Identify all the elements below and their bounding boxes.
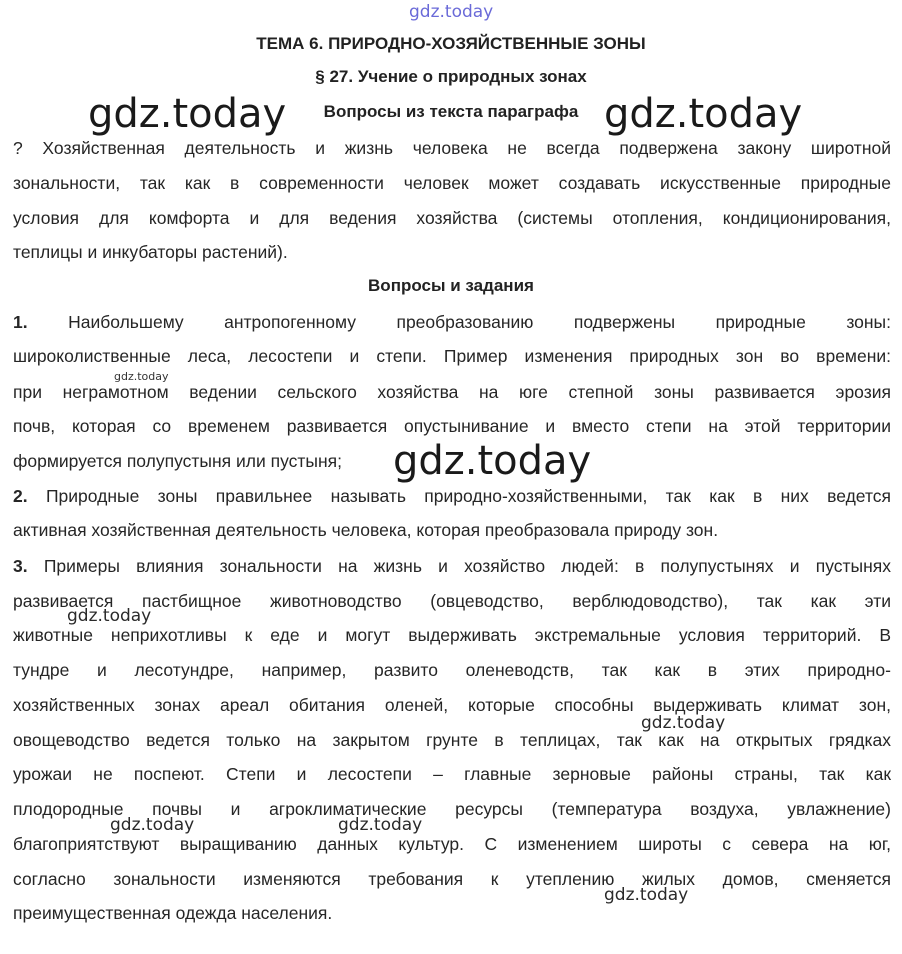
- intro-line-1: ? Хозяйственная деятельность и жизнь человека не всегда подвержена закону широтной: [13, 138, 891, 158]
- intro-line-2: зональности, так как в современности человек может создавать искусственные природные: [13, 173, 891, 193]
- answer-3-line-10: согласно зональности изменяются требования к утеплению жилых домов, сменяется: [13, 869, 891, 889]
- watermark-small-5: gdz.today: [604, 885, 689, 905]
- watermark-top: gdz.today: [409, 2, 494, 22]
- answer-1-text-1: Наибольшему антропогенному преобразованию подвержены природные зоны:: [68, 312, 891, 332]
- answer-3-line-3: животные неприхотливы к еде и могут выдерживать экстремальные условия территорий. В: [13, 625, 891, 645]
- answer-1-line-5: формируется полупустыня или пустыня;: [13, 451, 342, 471]
- answer-2-number: 2.: [13, 486, 28, 506]
- answer-3-line-4: тундре и лесотундре, например, развито оленеводств, так как в этих природно-: [13, 660, 891, 680]
- answer-1-line-4: почв, которая со временем развивается опустынивание и вместо степи на этой территории: [13, 416, 891, 436]
- watermark-small-2: gdz.today: [641, 713, 726, 733]
- paragraph-heading: § 27. Учение о природных зонах: [315, 67, 587, 86]
- answer-1-line-3: при неграмотном ведении сельского хозяйства на юге степной зоны развивается эрозия: [13, 382, 891, 402]
- answer-3-line-2: развивается пастбищное животноводство (овцеводство, верблюдоводство), так как эти: [13, 591, 891, 611]
- answer-3-line-9: благоприятствуют выращиванию данных культур. С изменением широты с севера на юг,: [13, 834, 891, 854]
- watermark-small-3: gdz.today: [110, 815, 195, 835]
- answer-3-text-1: Примеры влияния зональности на жизнь и хозяйство людей: в полупустынях и пустынях: [43, 556, 891, 576]
- answer-3-line-5: хозяйственных зонах ареал обитания оленей, которые способны выдерживать климат зон,: [13, 695, 891, 715]
- topic-heading: ТЕМА 6. ПРИРОДНО-ХОЗЯЙСТВЕННЫЕ ЗОНЫ: [256, 34, 646, 53]
- answer-2-text-1: Природные зоны правильнее называть природно-хозяйственными, так как в них ведется: [45, 486, 891, 506]
- watermark-small-4: gdz.today: [338, 815, 423, 835]
- answer-3-line-7: урожаи не поспеют. Степи и лесостепи – главные зерновые районы страны, так как: [13, 764, 891, 784]
- intro-line-3: условия для комфорта и для ведения хозяйства (системы отопления, кондиционирования,: [13, 208, 891, 228]
- answer-1-line-2: широколиственные леса, лесостепи и степи. Пример изменения природных зон во времени:: [13, 346, 891, 366]
- watermark-big-right: gdz.today: [604, 91, 803, 137]
- watermark-big-left: gdz.today: [88, 91, 287, 137]
- answer-1-line-1: [13, 311, 891, 333]
- answer-1-number: 1.: [13, 312, 28, 332]
- answer-2-line-1: [13, 485, 891, 507]
- answer-3-number: 3.: [13, 556, 28, 576]
- questions-tasks-heading: Вопросы и задания: [368, 276, 534, 295]
- watermark-big-center: gdz.today: [393, 438, 592, 484]
- answer-3-line-11: преимущественная одежда населения.: [13, 903, 333, 923]
- answer-3-line-1: [13, 555, 891, 577]
- questions-text-heading: Вопросы из текста параграфа: [323, 102, 579, 121]
- answer-3-line-6: овощеводство ведется только на закрытом грунте в теплицах, так как на открытых грядках: [13, 730, 891, 750]
- answer-3-line-8: плодородные почвы и агроклиматические ресурсы (температура воздуха, увлажнение): [13, 799, 891, 819]
- watermark-small-1: gdz.today: [67, 606, 152, 626]
- intro-line-4: теплицы и инкубаторы растений).: [13, 242, 288, 262]
- watermark-tiny-1: gdz.today: [114, 370, 169, 383]
- answer-2-line-2: активная хозяйственная деятельность человека, которая преобразовала природу зон.: [13, 520, 719, 540]
